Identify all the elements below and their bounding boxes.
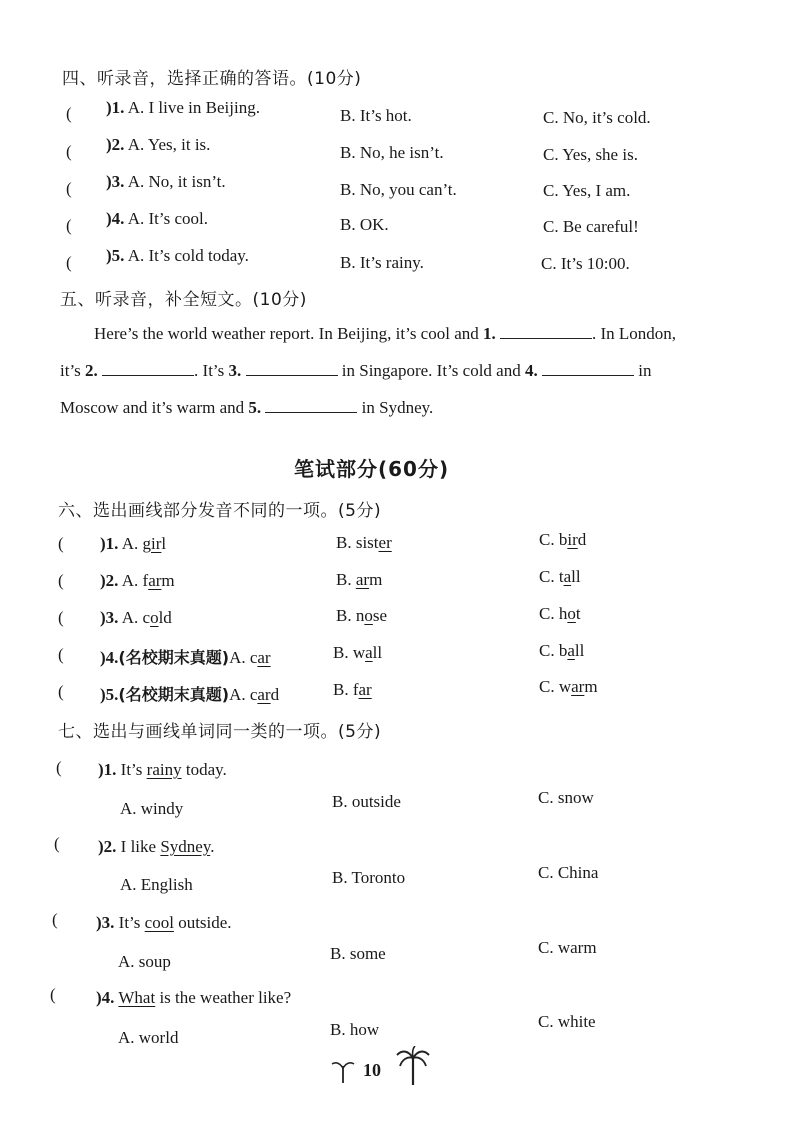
option-b bbox=[333, 680, 372, 700]
option-c: C. No, it’s cold. bbox=[543, 108, 651, 127]
option-c: C. snow bbox=[538, 788, 594, 807]
question-number: )5. bbox=[100, 685, 119, 704]
question-number: )2. bbox=[106, 135, 125, 154]
option-b-text: B. n bbox=[336, 606, 365, 625]
underlined-word: Sydney bbox=[160, 837, 211, 856]
option-b: B. OK. bbox=[340, 215, 389, 234]
option-c-text: C. h bbox=[539, 604, 568, 623]
option-a-text: d bbox=[270, 685, 280, 704]
answer-paren: ( bbox=[50, 985, 56, 1004]
option-a: A. soup bbox=[118, 952, 171, 971]
option-a: A. I live in Beijing. bbox=[127, 98, 260, 117]
answer-paren: ( bbox=[66, 104, 72, 123]
section-4-title: 四、听录音，选择正确的答语。(10分) bbox=[62, 69, 362, 89]
question-text: It’s bbox=[118, 913, 145, 932]
question-number: )4. bbox=[106, 209, 125, 228]
underlined-letters: ar bbox=[257, 648, 271, 667]
option-a-text: A. c bbox=[121, 608, 151, 627]
underlined-letters: ar bbox=[355, 570, 370, 589]
option-c-text: d bbox=[577, 530, 587, 549]
option-c: C. It’s 10:00. bbox=[541, 254, 630, 273]
palm-tree-icon bbox=[396, 1046, 430, 1086]
answer-paren: ( bbox=[58, 534, 64, 553]
answer-blank[interactable] bbox=[265, 398, 357, 413]
option-c-text: ll bbox=[574, 641, 585, 660]
question-1 bbox=[106, 98, 260, 118]
section-7-title: 七、选出与画线单词同一类的一项。(5分) bbox=[58, 722, 382, 742]
option-b bbox=[336, 606, 387, 626]
passage-line-1 bbox=[94, 324, 676, 344]
option-b bbox=[336, 570, 382, 590]
option-b-text: m bbox=[369, 570, 383, 589]
passage-text: . It’s bbox=[194, 361, 229, 380]
question-number: )3. bbox=[106, 172, 125, 191]
underlined-letters: a bbox=[365, 643, 373, 662]
question-number: )1. bbox=[106, 98, 125, 117]
option-b bbox=[336, 533, 392, 553]
option-c-text: m bbox=[584, 677, 598, 696]
question-4 bbox=[100, 645, 271, 668]
option-a: A. It’s cool. bbox=[127, 209, 209, 228]
option-b-text: ll bbox=[372, 643, 383, 662]
question-text: I like bbox=[120, 837, 161, 856]
option-a-text: ld bbox=[158, 608, 172, 627]
option-c: C. white bbox=[538, 1012, 596, 1031]
option-a-text: A. g bbox=[121, 534, 152, 553]
option-b-text: B. f bbox=[333, 680, 359, 699]
underlined-letters: o bbox=[364, 606, 373, 625]
question-number: )3. bbox=[96, 913, 115, 932]
answer-blank[interactable] bbox=[246, 361, 338, 376]
passage-text: . In London, bbox=[592, 324, 677, 343]
option-b: B. It’s rainy. bbox=[340, 253, 424, 272]
question-2 bbox=[98, 837, 214, 857]
question-text: . bbox=[210, 837, 215, 856]
question-text: outside. bbox=[173, 913, 232, 932]
passage-text: in Singapore. It’s cold and bbox=[337, 361, 525, 380]
answer-paren: ( bbox=[66, 142, 72, 161]
question-4 bbox=[96, 988, 291, 1008]
question-5 bbox=[100, 682, 279, 705]
underlined-letters: er bbox=[378, 533, 392, 552]
blank-number: 5. bbox=[248, 398, 262, 417]
underlined-letters: a bbox=[567, 641, 575, 660]
section-5-title: 五、听录音，补全短文。(10分) bbox=[60, 290, 307, 310]
option-b-text: se bbox=[372, 606, 388, 625]
option-a: A. English bbox=[120, 875, 193, 894]
passage-text: in Sydney. bbox=[357, 398, 434, 417]
answer-paren: ( bbox=[56, 758, 62, 777]
option-c: C. warm bbox=[538, 938, 597, 957]
question-number: )2. bbox=[100, 571, 119, 590]
underlined-letters: ir bbox=[151, 534, 162, 553]
answer-blank[interactable] bbox=[500, 324, 592, 339]
answer-paren: ( bbox=[54, 834, 60, 853]
option-c bbox=[539, 604, 581, 624]
option-c-text: C. b bbox=[539, 530, 568, 549]
answer-paren: ( bbox=[58, 645, 64, 664]
answer-blank[interactable] bbox=[102, 361, 194, 376]
option-b-text: B. w bbox=[333, 643, 366, 662]
underlined-letters: ar bbox=[358, 680, 372, 699]
section-6-title: 六、选出画线部分发音不同的一项。(5分) bbox=[58, 501, 382, 521]
answer-paren: ( bbox=[58, 608, 64, 627]
question-2 bbox=[100, 571, 175, 591]
source-tag: (名校期末真题) bbox=[118, 685, 230, 704]
underlined-word: What bbox=[118, 988, 156, 1007]
option-c: C. Yes, I am. bbox=[543, 181, 631, 200]
page-number: 10 bbox=[363, 1060, 381, 1080]
question-1 bbox=[100, 534, 166, 554]
option-a: A. Yes, it is. bbox=[127, 135, 211, 154]
option-c bbox=[539, 530, 586, 550]
question-5 bbox=[106, 246, 249, 266]
question-number: )1. bbox=[98, 760, 117, 779]
question-3 bbox=[106, 172, 226, 192]
option-b: B. No, you can’t. bbox=[340, 180, 457, 199]
question-text: today. bbox=[181, 760, 227, 779]
option-b: B. It’s hot. bbox=[340, 106, 412, 125]
sprout-icon bbox=[331, 1056, 355, 1084]
option-b-text: B. bbox=[336, 570, 356, 589]
question-text: is the weather like? bbox=[155, 988, 292, 1007]
question-text: It’s bbox=[120, 760, 147, 779]
option-c: C. China bbox=[538, 863, 599, 882]
question-2 bbox=[106, 135, 210, 155]
option-a-text: A. c bbox=[229, 685, 258, 704]
blank-number: 4. bbox=[524, 361, 538, 380]
option-c-text: ll bbox=[571, 567, 581, 586]
option-b: B. outside bbox=[332, 792, 401, 811]
underlined-letters: ar bbox=[571, 677, 585, 696]
blank-number: 1. bbox=[483, 324, 496, 343]
answer-paren: ( bbox=[66, 253, 72, 272]
blank-number: 2. bbox=[85, 361, 98, 380]
option-b: B. some bbox=[330, 944, 386, 963]
option-a: A. world bbox=[118, 1028, 179, 1047]
question-number: )4. bbox=[100, 648, 119, 667]
option-c: C. Yes, she is. bbox=[543, 145, 638, 164]
answer-paren: ( bbox=[66, 216, 72, 235]
option-a: A. windy bbox=[120, 799, 184, 818]
option-c bbox=[539, 641, 584, 661]
answer-paren: ( bbox=[58, 571, 64, 590]
option-a: A. It’s cold today. bbox=[127, 246, 249, 265]
question-number: )3. bbox=[100, 608, 119, 627]
option-c bbox=[539, 677, 598, 697]
question-number: )5. bbox=[106, 246, 125, 265]
option-a-text: m bbox=[161, 571, 175, 590]
underlined-letters: ar bbox=[257, 685, 271, 704]
passage-text: in bbox=[633, 361, 652, 380]
question-1 bbox=[98, 760, 227, 780]
question-number: )4. bbox=[96, 988, 115, 1007]
blank-number: 3. bbox=[228, 361, 242, 380]
option-b: B. how bbox=[330, 1020, 380, 1039]
passage-text: Here’s the world weather report. In Beijing, it’s cool and bbox=[94, 324, 483, 343]
answer-paren: ( bbox=[52, 910, 58, 929]
underlined-letters: a bbox=[563, 567, 572, 586]
option-c bbox=[539, 567, 581, 587]
option-b-text: B. sist bbox=[336, 533, 379, 552]
option-c-text: C. t bbox=[539, 567, 564, 586]
option-a: A. No, it isn’t. bbox=[127, 172, 226, 191]
option-a-text: A. f bbox=[121, 571, 149, 590]
answer-paren: ( bbox=[66, 179, 72, 198]
option-b bbox=[333, 643, 382, 663]
answer-blank[interactable] bbox=[542, 361, 634, 376]
underlined-word: rainy bbox=[146, 760, 182, 779]
passage-line-3 bbox=[60, 398, 433, 418]
underlined-letters: ir bbox=[567, 530, 578, 549]
passage-text: it’s bbox=[60, 361, 86, 380]
question-3 bbox=[100, 608, 172, 628]
option-c-text: t bbox=[575, 604, 581, 623]
answer-paren: ( bbox=[58, 682, 64, 701]
underlined-letters: o bbox=[567, 604, 576, 623]
option-c: C. Be careful! bbox=[543, 217, 639, 236]
option-b: B. Toronto bbox=[332, 868, 406, 887]
option-b: B. No, he isn’t. bbox=[340, 143, 444, 162]
underlined-letters: o bbox=[150, 608, 159, 627]
underlined-letters: ar bbox=[148, 571, 162, 590]
passage-text: Moscow and it’s warm and bbox=[60, 398, 249, 417]
question-4 bbox=[106, 209, 208, 229]
question-number: )1. bbox=[100, 534, 119, 553]
option-c-text: C. w bbox=[539, 677, 572, 696]
written-part-title: 笔试部分(60分) bbox=[294, 457, 450, 481]
question-number: )2. bbox=[98, 837, 117, 856]
option-a-text: l bbox=[161, 534, 167, 553]
option-c-text: C. b bbox=[539, 641, 568, 660]
passage-line-2 bbox=[60, 361, 651, 381]
question-3 bbox=[96, 913, 232, 933]
source-tag: (名校期末真题) bbox=[118, 648, 230, 667]
underlined-word: cool bbox=[144, 913, 174, 932]
option-a-text: A. c bbox=[229, 648, 258, 667]
